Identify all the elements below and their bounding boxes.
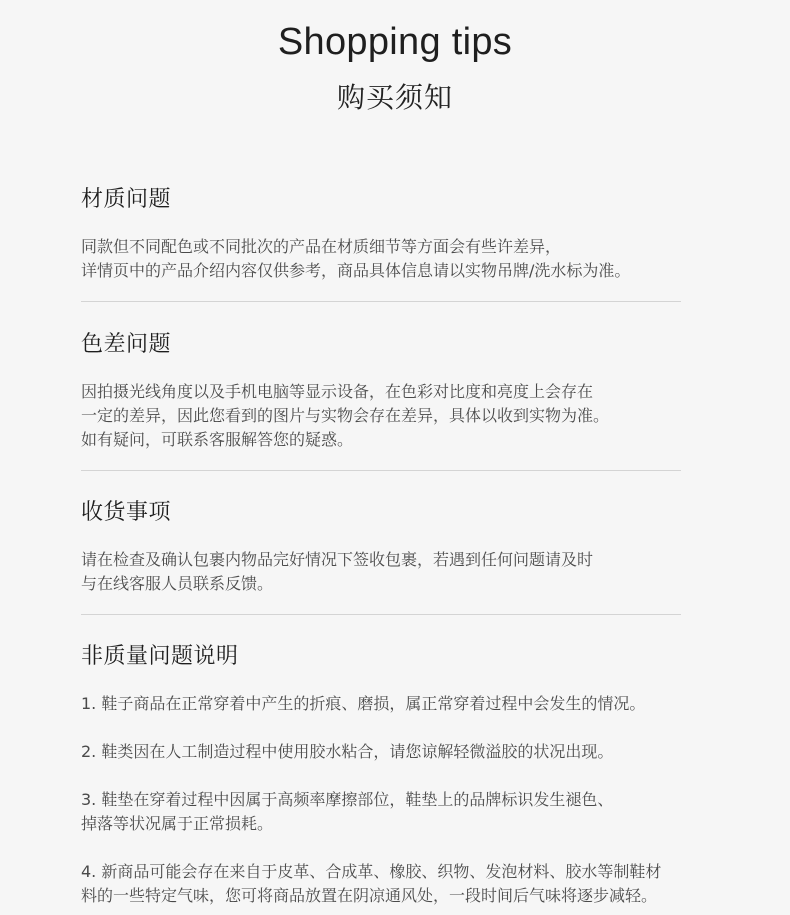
divider [81,301,681,302]
note-item: 3. 鞋垫在穿着过程中因属于高频率摩擦部位，鞋垫上的品牌标识发生褪色、 掉落等状况属于正常损耗。 [81,790,614,833]
non-quality-section [81,642,721,905]
divider [81,470,681,471]
color-section-text: 因拍摄光线角度以及手机电脑等显示设备，在色彩对比度和亮度上会存在 一定的差异，因此您看到的图片与实物会存在差异，具体以收到实物为准。 如有疑问，可联系客服解答您的疑惑。 [81,382,610,449]
material-section [81,185,681,283]
color-section [81,330,681,452]
note-item: 1. 鞋子商品在正常穿着中产生的折痕、磨损，属正常穿着过程中会发生的情况。 [81,694,646,713]
receipt-section-title: 收货事项 [81,500,172,525]
receipt-section-text: 请在检查及确认包裹内物品完好情况下签收包裹，若遇到任何问题请及时 与在线客服人员联系反馈。 [81,550,594,593]
material-section-title: 材质问题 [81,187,172,212]
page-title-english: Shopping tips [277,21,513,63]
receipt-section [81,498,681,596]
note-item: 4. 新商品可能会存在来自于皮革、合成革、橡胶、织物、发泡材料、胶水等制鞋材 料的一些特定气味，您可将商品放置在阴凉通风处，一段时间后气味将逐步减轻。 [81,862,662,905]
note-item: 2. 鞋类因在人工制造过程中使用胶水粘合，请您谅解轻微溢胶的状况出现。 [81,742,614,761]
divider [81,614,681,615]
material-section-text: 同款但不同配色或不同批次的产品在材质细节等方面会有些许差异， 详情页中的产品介绍内容仅供参考，商品具体信息请以实物吊牌/洗水标为准。 [81,237,631,280]
color-section-title: 色差问题 [81,332,172,357]
non-quality-section-title: 非质量问题说明 [81,644,239,669]
page-header [0,18,790,118]
page-title-chinese: 购买须知 [336,81,453,114]
